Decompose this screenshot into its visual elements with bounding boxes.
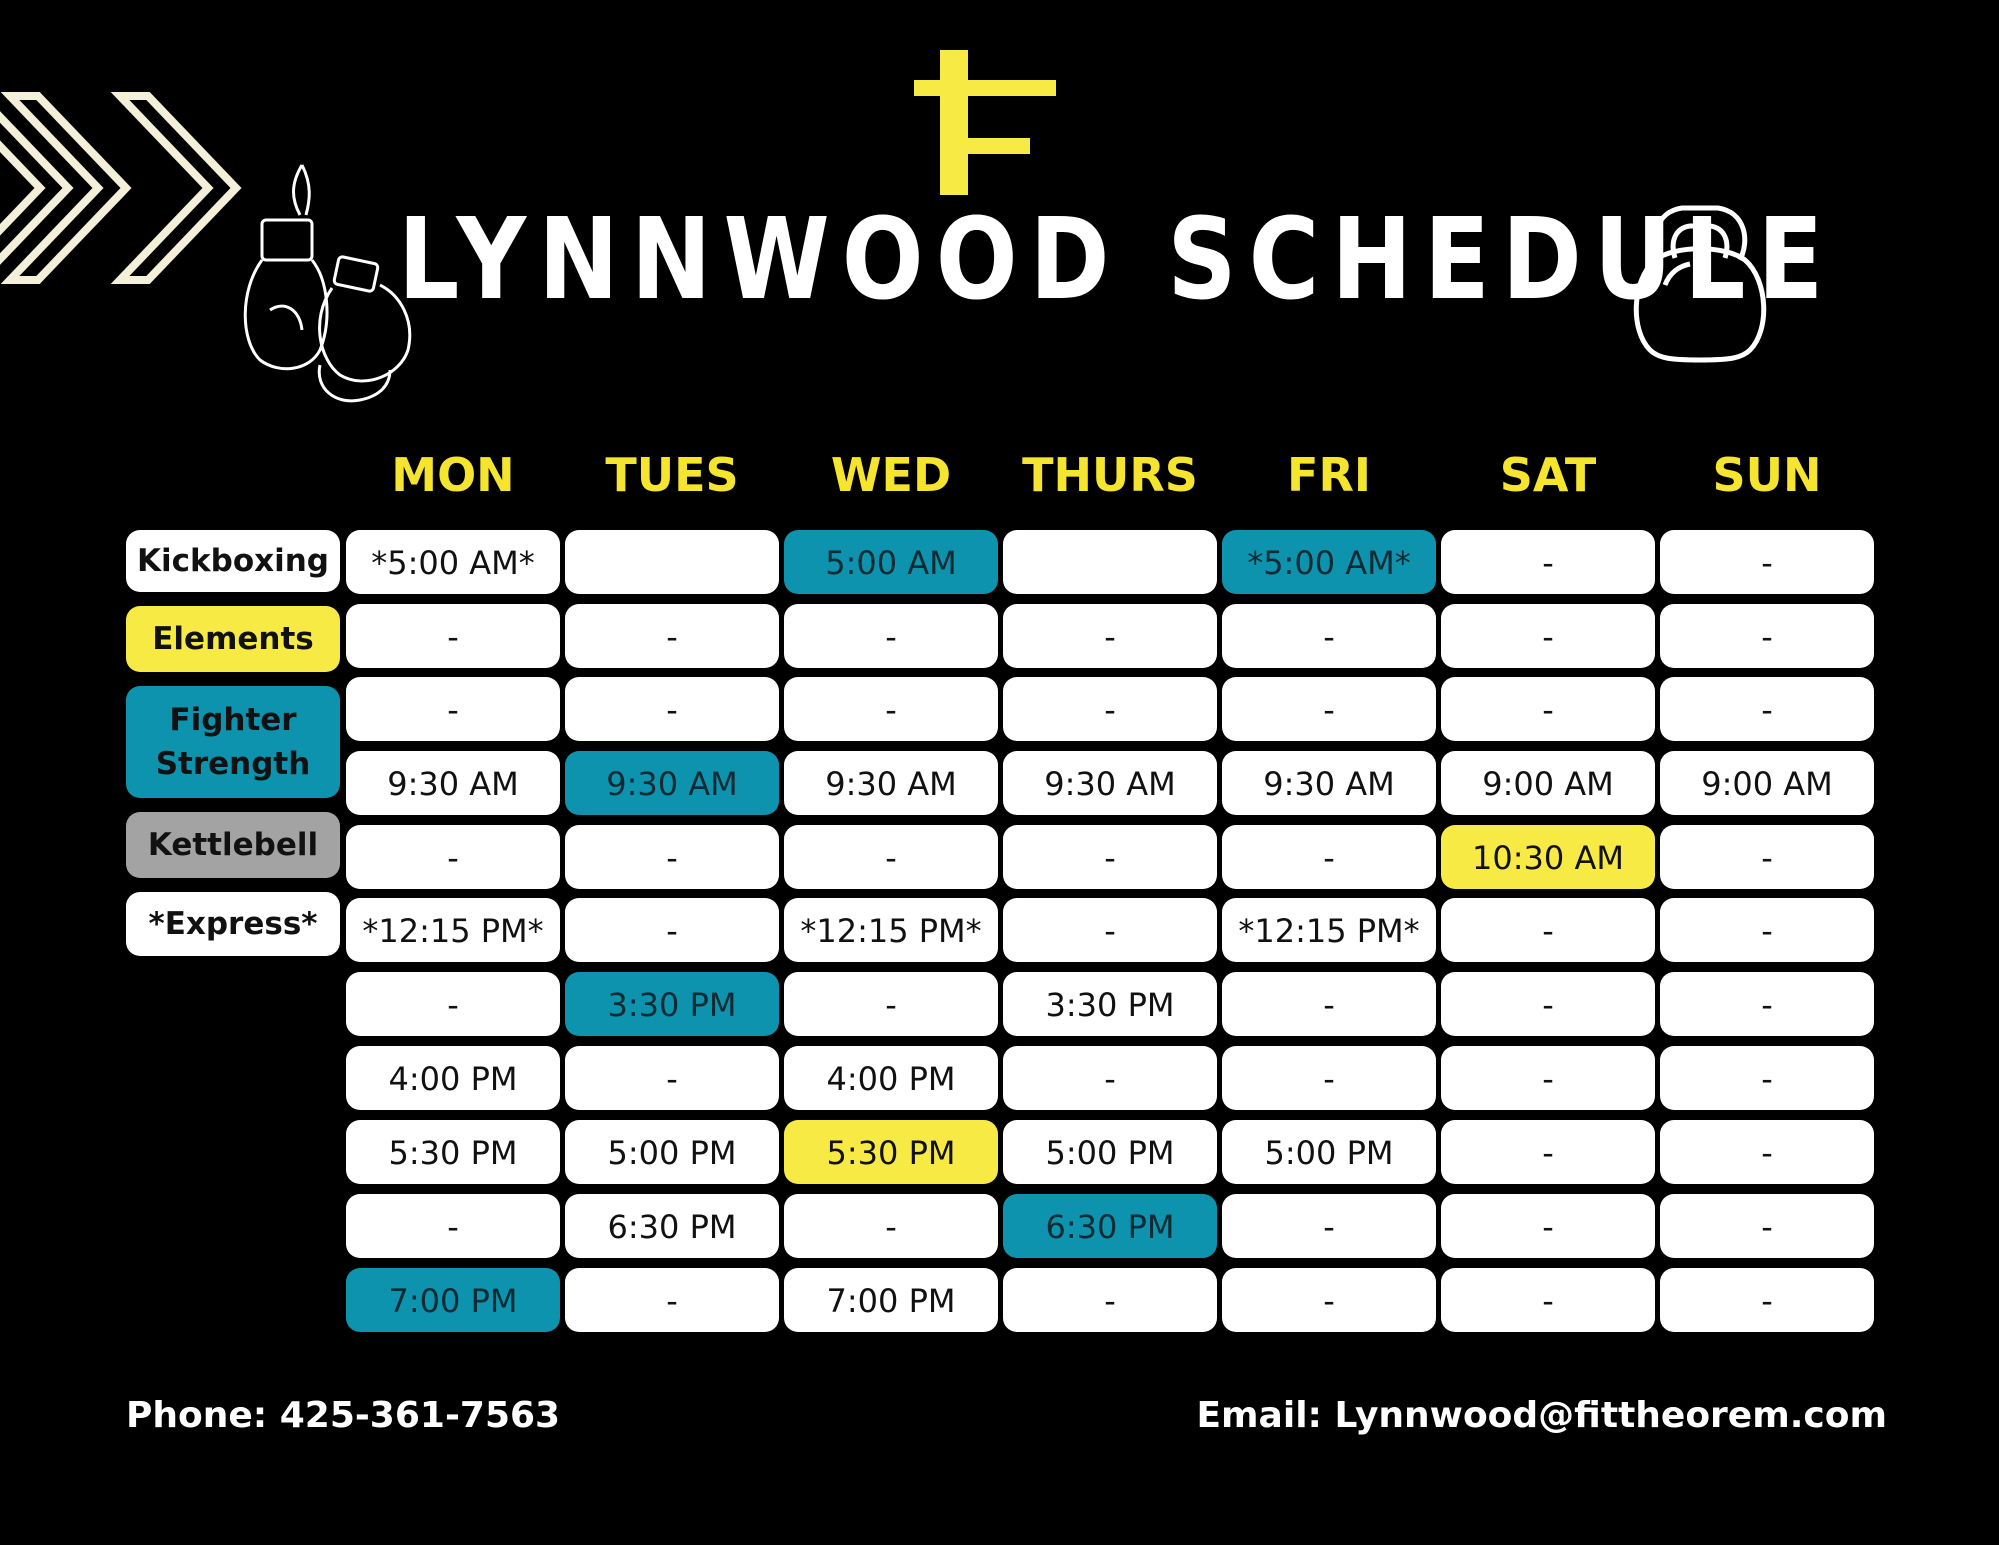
schedule-cell: - (1003, 825, 1217, 889)
schedule-cell: - (1441, 1046, 1655, 1110)
schedule-cell: - (1441, 1268, 1655, 1332)
schedule-cell: 6:30 PM (1003, 1194, 1217, 1258)
schedule-cell: - (1222, 604, 1436, 668)
schedule-cell: *12:15 PM* (346, 898, 560, 962)
schedule-cell: - (1660, 530, 1874, 594)
schedule-cell: 5:00 PM (1222, 1120, 1436, 1184)
schedule-cell: - (784, 972, 998, 1036)
schedule-cell: *5:00 AM* (1222, 530, 1436, 594)
schedule-cell: - (1660, 898, 1874, 962)
schedule-cell: - (346, 972, 560, 1036)
class-label-kettlebell: Kettlebell (126, 812, 340, 878)
schedule-cell: - (1222, 1046, 1436, 1110)
schedule-cell: - (1003, 898, 1217, 962)
schedule-cell: - (1003, 677, 1217, 741)
schedule-cell: - (1441, 898, 1655, 962)
schedule-cell: - (565, 1046, 779, 1110)
schedule-cell: - (1660, 825, 1874, 889)
email-text: Email: Lynnwood@fittheorem.com (1196, 1395, 1887, 1436)
schedule-cell: - (1660, 1120, 1874, 1184)
schedule-cell: - (1660, 1268, 1874, 1332)
schedule-cell: 5:00 PM (565, 1120, 779, 1184)
schedule-cell: *12:15 PM* (784, 898, 998, 962)
class-label-fighter-strength: Fighter Strength (126, 686, 340, 798)
schedule-cell: - (1441, 604, 1655, 668)
schedule-cell: - (1660, 604, 1874, 668)
schedule-cell: - (1441, 1194, 1655, 1258)
schedule-cell: - (565, 604, 779, 668)
schedule-cell: - (1003, 1268, 1217, 1332)
schedule-cell: 5:30 PM (346, 1120, 560, 1184)
schedule-cell: 9:30 AM (1003, 751, 1217, 815)
schedule-cell: - (1441, 972, 1655, 1036)
class-label-express: *Express* (126, 892, 340, 956)
schedule-cell: - (1222, 1268, 1436, 1332)
day-header-tues: TUES (605, 448, 739, 502)
schedule-cell: 5:30 PM (784, 1120, 998, 1184)
schedule-cell: - (565, 1268, 779, 1332)
schedule-cell: - (1660, 1194, 1874, 1258)
day-header-mon: MON (391, 448, 515, 502)
day-header-sat: SAT (1499, 448, 1597, 502)
class-label-elements: Elements (126, 606, 340, 672)
schedule-cell (565, 530, 779, 594)
schedule-cell: - (1660, 677, 1874, 741)
schedule-cell: - (1441, 677, 1655, 741)
schedule-cell: 5:00 AM (784, 530, 998, 594)
schedule-cell: - (784, 825, 998, 889)
schedule-cell: 10:30 AM (1441, 825, 1655, 889)
schedule-cell: *12:15 PM* (1222, 898, 1436, 962)
boxing-gloves-icon (240, 160, 415, 410)
schedule-cell: - (1441, 530, 1655, 594)
schedule-cell: *5:00 AM* (346, 530, 560, 594)
schedule-cell: - (1003, 604, 1217, 668)
schedule-cell: - (565, 825, 779, 889)
schedule-cell (1003, 530, 1217, 594)
schedule-cell: - (1441, 1120, 1655, 1184)
schedule-cell: 3:30 PM (565, 972, 779, 1036)
class-label-kickboxing: Kickboxing (126, 530, 340, 592)
day-header-wed: WED (830, 448, 952, 502)
day-header-fri: FRI (1287, 448, 1371, 502)
schedule-cell: - (1660, 1046, 1874, 1110)
schedule-cell: - (784, 1194, 998, 1258)
schedule-cell: 4:00 PM (784, 1046, 998, 1110)
schedule-cell: - (1660, 972, 1874, 1036)
schedule-cell: - (1222, 677, 1436, 741)
schedule-cell: 4:00 PM (346, 1046, 560, 1110)
schedule-cell: 9:30 AM (346, 751, 560, 815)
schedule-cell: - (346, 825, 560, 889)
schedule-cell: - (1222, 972, 1436, 1036)
schedule-cell: - (1003, 1046, 1217, 1110)
schedule-cell: 7:00 PM (346, 1268, 560, 1332)
schedule-cell: - (565, 677, 779, 741)
schedule-cell: 9:30 AM (784, 751, 998, 815)
schedule-cell: - (1222, 825, 1436, 889)
schedule-cell: 6:30 PM (565, 1194, 779, 1258)
page-title: LYNNWOOD SCHEDULE (398, 195, 1836, 325)
chevrons-icon (0, 90, 250, 290)
schedule-cell: - (346, 604, 560, 668)
day-header-sun: SUN (1712, 448, 1822, 502)
schedule-cell: 9:30 AM (1222, 751, 1436, 815)
phone-text: Phone: 425-361-7563 (126, 1395, 561, 1436)
schedule-cell: 9:30 AM (565, 751, 779, 815)
schedule-cell: 7:00 PM (784, 1268, 998, 1332)
schedule-cell: - (346, 1194, 560, 1258)
schedule-cell: 5:00 PM (1003, 1120, 1217, 1184)
schedule-cell: - (784, 677, 998, 741)
logo-icon (910, 50, 1060, 195)
day-header-thurs: THURS (1022, 448, 1198, 502)
schedule-cell: - (565, 898, 779, 962)
schedule-cell: - (784, 604, 998, 668)
schedule-cell: - (346, 677, 560, 741)
schedule-cell: 9:00 AM (1660, 751, 1874, 815)
schedule-cell: 3:30 PM (1003, 972, 1217, 1036)
schedule-cell: 9:00 AM (1441, 751, 1655, 815)
schedule-cell: - (1222, 1194, 1436, 1258)
